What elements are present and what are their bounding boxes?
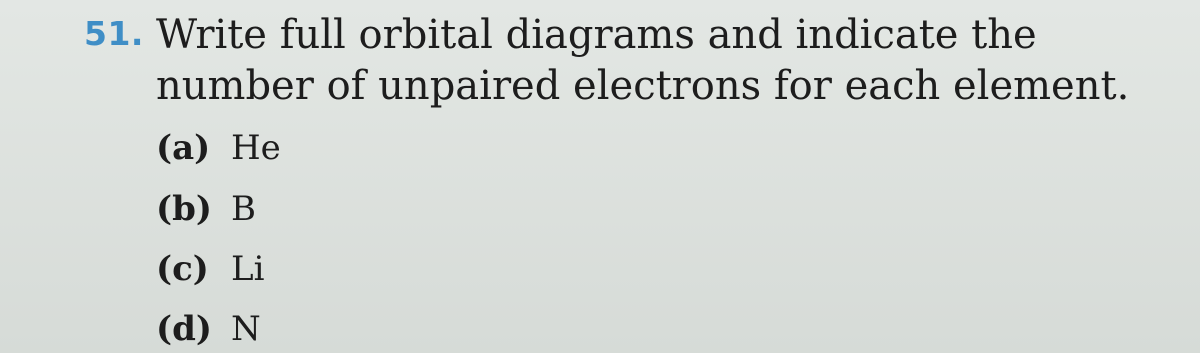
part-b-label: (b) xyxy=(156,189,212,229)
part-a-label: (a) xyxy=(156,128,211,168)
part-c xyxy=(156,249,264,289)
part-d xyxy=(156,309,261,349)
question-text: Write full orbital diagrams and indicate the number of unpaired electrons for each element. xyxy=(156,12,1130,109)
part-b xyxy=(156,189,256,229)
part-c-label: (c) xyxy=(156,249,209,289)
part-d-element: N xyxy=(231,309,261,349)
part-c-element: Li xyxy=(231,249,265,289)
part-a-element: He xyxy=(231,128,281,168)
part-b-element: B xyxy=(231,189,256,229)
part-a xyxy=(156,128,281,168)
question-number: 51. xyxy=(84,14,144,53)
part-d-label: (d) xyxy=(156,309,212,349)
